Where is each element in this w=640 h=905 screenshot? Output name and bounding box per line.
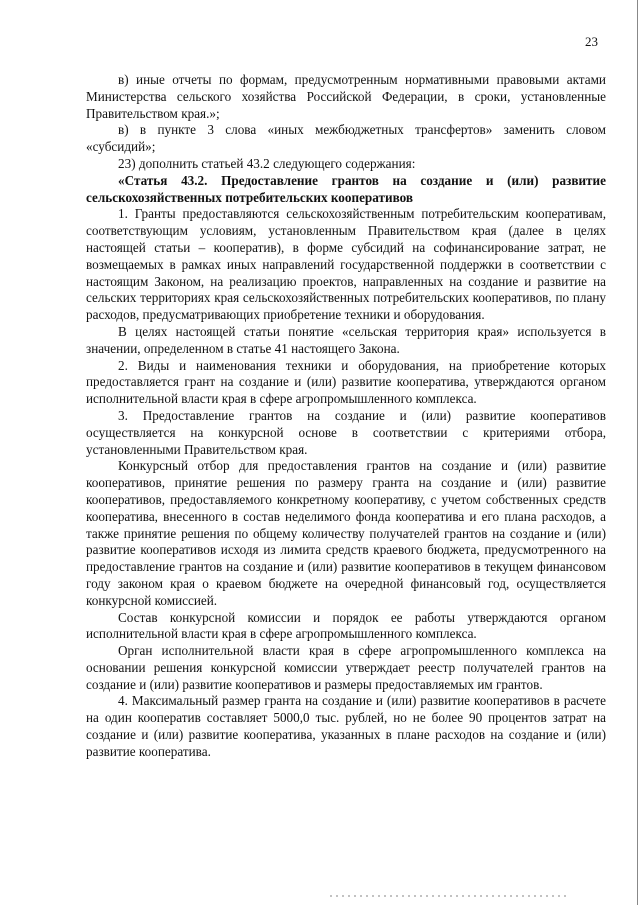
paragraph-registry: Орган исполнительной власти края в сфере агропромышленного комплекса на основании решения конкурсной комиссии утверждает реестр получателей грантов на создание и (или) развитие кооперативов и размеры предоставляемых им грантов. — [86, 643, 606, 692]
paragraph-clause-3: 3. Предоставление грантов на создание и (или) развитие кооперативов осуществляется на конкурсной основе в соответствии с критериями отбора, установленными Правительством края. — [86, 407, 606, 457]
scan-artifact-dots — [330, 895, 570, 897]
paragraph-commission-composition: Состав конкурсной комиссии и порядок ее работы утверждаются органом исполнительной власти края в сфере агропромышленного комплекса. — [86, 609, 606, 642]
paragraph-competitive-selection: Конкурсный отбор для предоставления грантов на создание и (или) развитие кооперативов, принятие решения по размеру гранта на создание и (или) развитие кооперативов, предоставляемого конкретному кооперативу, с учетом собственных средств кооператива, внесенного в состав неделимого фонда кооператива и его плана расходов, а также принятие решения по общему количеству получателей грантов на создание и (или) развитие кооперативов исходя из лимита средств краевого бюджета, предусмотренного на предоставление грантов на создание и (или) развитие кооперативов в текущем финансовом году законом края о краевом бюджете на очередной финансовый год, осуществляется конкурсной комиссией. — [86, 458, 606, 608]
paragraph-reports: в) иные отчеты по формам, предусмотренным нормативными правовыми актами Министерства сельского хозяйства Российской Федерации, в сроки, установленные Правительством края.»; — [86, 72, 606, 121]
article-heading: «Статья 43.2. Предоставление грантов на создание и (или) развитие сельскохозяйственных потребительских кооперативов — [86, 172, 606, 205]
paragraph-clause-4: 4. Максимальный размер гранта на создание и (или) развитие кооперативов в расчете на один кооператив составляет 5000,0 тыс. рублей, но не более 90 процентов затрат на создание и (или) развитие кооператива, указанных в плане расходов на создание и (или) развитие кооператива. — [86, 693, 606, 759]
page-number: 23 — [585, 34, 598, 49]
scan-edge-line — [637, 0, 638, 905]
document-body — [86, 72, 606, 761]
paragraph-clause-2: 2. Виды и наименования техники и оборудования, на приобретение которых предоставляется грант на создание и (или) развитие кооператива, утверждаются органом исполнительной власти края в сфере агропромышленного комплекса. — [86, 357, 606, 407]
paragraph-point-3-amendment: в) в пункте 3 слова «иных межбюджетных трансфертов» заменить словом «субсидий»; — [86, 122, 606, 155]
paragraph-rural-territory: В целях настоящей статьи понятие «сельская территория края» используется в значении, определенном в статье 41 настоящего Закона. — [86, 323, 606, 356]
paragraph-add-article: 23) дополнить статьей 43.2 следующего содержания: — [118, 155, 416, 171]
paragraph-clause-1: 1. Гранты предоставляются сельскохозяйственным потребительским кооперативам, соответствующим условиям, установленным Правительством края (далее в целях настоящей статьи – кооператив), в форме субсидий на софинансирование затрат, не возмещаемых в рамках иных направлений государственной поддержки в соответствии с настоящим Законом, на реализацию проектов, направленных на создание и развитие на сельских территориях края сельскохозяйственных потребительских кооперативов, по плану расходов, предусматривающих приобретение техники и оборудования. — [86, 206, 606, 323]
